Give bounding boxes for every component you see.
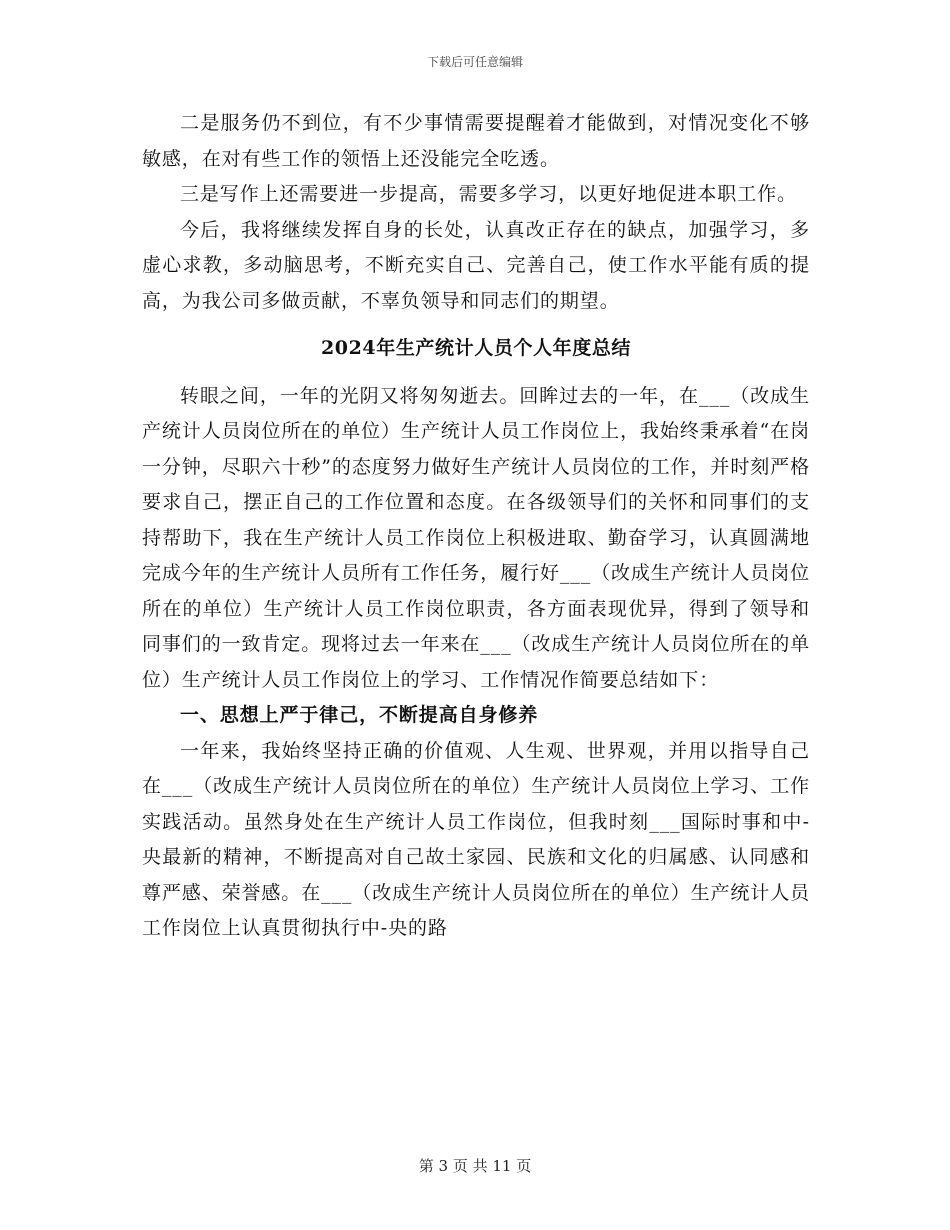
paragraph-writing: 三是写作上还需要进一步提高，需要多学习，以更好地促进本职工作。 bbox=[180, 183, 797, 205]
paragraph-future-plan: 今后，我将继续发挥自身的长处，认真改正存在的缺点，加强学习，多虚心求教，多动脑思考，不断充实自己、完善自己，使工作水平能有质的提高，为我公司多做贡献，不辜负领导和同志们的期望。 bbox=[142, 218, 810, 312]
document-body bbox=[142, 106, 810, 947]
document-title: 2024年生产统计人员个人年度总结 bbox=[320, 337, 632, 359]
section-heading-1: 一、思想上严于律己，不断提高自身修养 bbox=[180, 704, 539, 726]
page-number-footer: 第 3 页 共 11 页 bbox=[418, 1157, 532, 1175]
paragraph-intro: 转眼之间，一年的光阴又将匆匆逝去。回眸过去的一年，在___（改成生产统计人员岗位所在的单位）生产统计人员工作岗位上，我始终秉承着“在岗一分钟，尽职六十秒”的态度努力做好生产统计人员岗位的工作，并时刻严格要求自己，摆正自己的工作位置和态度。在各级领导们的关怀和同事们的支持帮助下，我在生产统计人员工作岗位上积极进取、勤奋学习，认真圆满地完成今年的生产统计人员所有工作任务，履行好___（改成生产统计人员岗位所在的单位）生产统计人员工作岗位职责，各方面表现优异，得到了领导和同事们的一致肯定。现将过去一年来在___（改成生产统计人员岗位所在的单位）生产统计人员工作岗位上的学习、工作情况作简要总结如下： bbox=[142, 384, 811, 691]
paragraph-service: 二是服务仍不到位，有不少事情需要提醒着才能做到，对情况变化不够敏感，在对有些工作的领悟上还没能完全吃透。 bbox=[142, 112, 810, 170]
page-header-note: 下载后可任意编辑 bbox=[426, 55, 523, 69]
paragraph-thoughts: 一年来，我始终坚持正确的价值观、人生观、世界观，并用以指导自己在___（改成生产统计人员岗位所在的单位）生产统计人员岗位上学习、工作实践活动。虽然身处在生产统计人员工作岗位，但我时刻___国际时事和中-央最新的精神，不断提高对自己故土家园、民族和文化的归属感、认同感和尊严感、荣誉感。在___（改成生产统计人员岗位所在的单位）生产统计人员工作岗位上认真贯彻执行中-央的路 bbox=[142, 739, 811, 939]
